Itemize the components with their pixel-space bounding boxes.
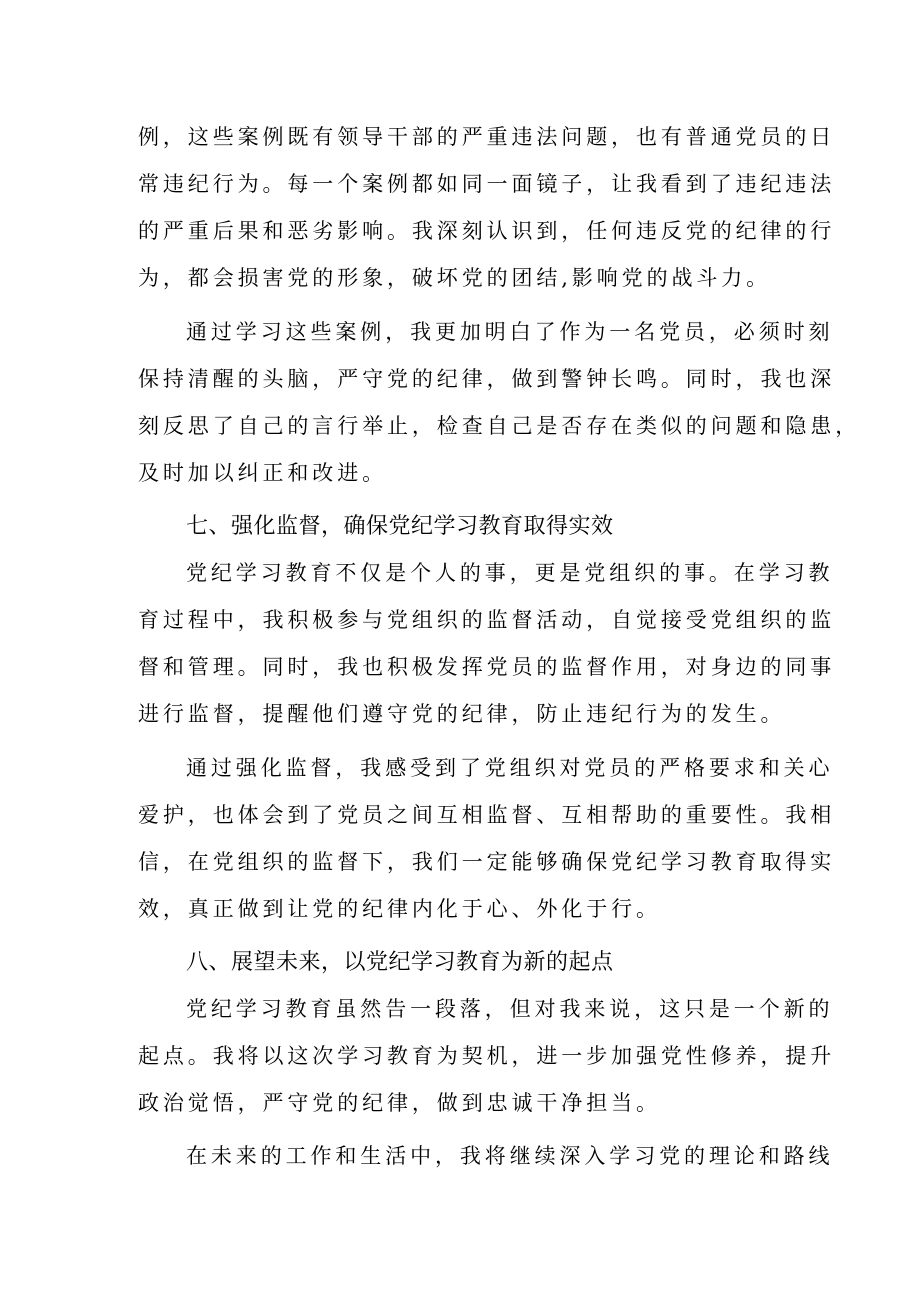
text-line: 起点。我将以这次学习教育为契机，进一步加强党性修养，提升 bbox=[138, 1044, 836, 1068]
section-heading-7: 七、强化监督，确保党纪学习教育取得实效 bbox=[186, 514, 614, 539]
text-line: 的严重后果和恶劣影响。我深刻认识到，任何违反党的纪律的行 bbox=[138, 219, 836, 243]
text-line: 督和管理。同时，我也积极发挥党员的监督作用，对身边的同事 bbox=[138, 655, 836, 679]
paragraph-reflection bbox=[138, 309, 861, 497]
text-line: 政治觉悟，严守党的纪律，做到忠诚干净担当。 bbox=[138, 1091, 661, 1115]
text-line: 及时加以纠正和改进。 bbox=[138, 461, 387, 485]
text-line: 信，在党组织的监督下，我们一定能够确保党纪学习教育取得实 bbox=[138, 850, 836, 874]
text-line: 为，都会损害党的形象，破坏党的团结,影响党的战斗力。 bbox=[138, 266, 772, 290]
paragraph-case-study-continuation bbox=[138, 114, 836, 302]
text-line: 党纪学习教育不仅是个人的事，更是党组织的事。在学习教 bbox=[186, 561, 834, 585]
paragraph-future-work bbox=[138, 1133, 834, 1180]
text-line: 效，真正做到让党的纪律内化于心、外化于行。 bbox=[138, 897, 661, 921]
text-line: 育过程中，我积极参与党组织的监督活动，自觉接受党组织的监 bbox=[138, 608, 836, 632]
paragraph-new-starting-point bbox=[138, 986, 836, 1127]
paragraph-supervision bbox=[138, 550, 836, 738]
text-line: 党纪学习教育虽然告一段落，但对我来说，这只是一个新的 bbox=[186, 997, 834, 1021]
text-line: 在未来的工作和生活中，我将继续深入学习党的理论和路线 bbox=[186, 1144, 834, 1168]
text-line: 通过强化监督，我感受到了党组织对党员的严格要求和关心 bbox=[186, 756, 834, 780]
text-line: 通过学习这些案例，我更加明白了作为一名党员，必须时刻 bbox=[186, 320, 834, 344]
paragraph-supervision-effect bbox=[138, 745, 836, 933]
text-line: 例，这些案例既有领导干部的严重违法问题，也有普通党员的日 bbox=[138, 125, 836, 149]
text-line: 保持清醒的头脑，严守党的纪律，做到警钟长鸣。同时，我也深 bbox=[138, 367, 836, 391]
text-line: 刻反思了自己的言行举止，检查自己是否存在类似的问题和隐患， bbox=[138, 414, 861, 438]
text-line: 爱护，也体会到了党员之间互相监督、互相帮助的重要性。我相 bbox=[138, 803, 836, 827]
text-line: 常违纪行为。每一个案例都如同一面镜子，让我看到了违纪违法 bbox=[138, 172, 836, 196]
text-line: 进行监督，提醒他们遵守党的纪律，防止违纪行为的发生。 bbox=[138, 702, 786, 726]
section-heading-8: 八、展望未来，以党纪学习教育为新的起点 bbox=[186, 950, 614, 975]
